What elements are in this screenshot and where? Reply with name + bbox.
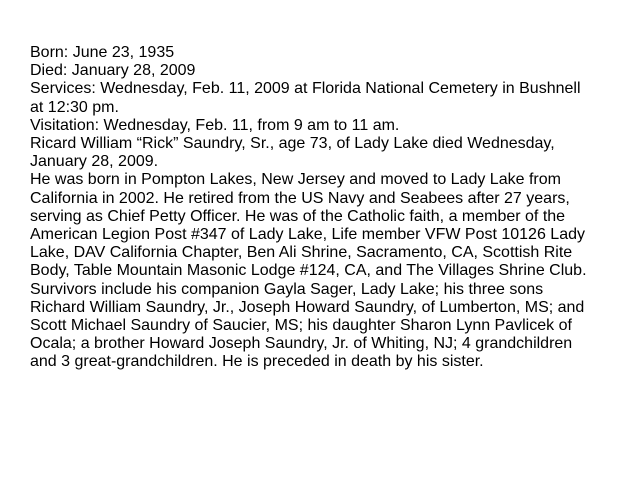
obituary-line: serving as Chief Petty Officer. He was of the Catholic faith, a member of the bbox=[30, 207, 566, 225]
obituary-line: Ricard William “Rick” Saundry, Sr., age 73, of Lady Lake died Wednesday, bbox=[30, 135, 555, 153]
obituary-line: Died: January 28, 2009 bbox=[30, 62, 196, 80]
obituary-line: Lake, DAV California Chapter, Ben Ali Shrine, Sacramento, CA, Scottish Rite bbox=[30, 244, 573, 262]
obituary-line: California in 2002. He retired from the US Navy and Seabees after 27 years, bbox=[30, 189, 570, 207]
obituary-line: Born: June 23, 1935 bbox=[30, 44, 175, 61]
obituary-line: January 28, 2009. bbox=[30, 153, 159, 171]
obituary-line: Richard William Saundry, Jr., Joseph Howard Saundry, of Lumberton, MS; and bbox=[30, 298, 585, 316]
obituary-line: Survivors include his companion Gayla Sager, Lady Lake; his three sons bbox=[30, 280, 544, 298]
obituary-line: and 3 great-grandchildren. He is preceded in death by his sister. bbox=[30, 353, 484, 371]
obituary-line: Scott Michael Saundry of Saucier, MS; his daughter Sharon Lynn Pavlicek of bbox=[30, 317, 572, 335]
obituary-line: Services: Wednesday, Feb. 11, 2009 at Florida National Cemetery in Bushnell bbox=[30, 80, 581, 98]
obituary-line: Body, Table Mountain Masonic Lodge #124, CA, and The Villages Shrine Club. bbox=[30, 262, 587, 280]
obituary-line: Ocala; a brother Howard Joseph Saundry, Jr. of Whiting, NJ; 4 grandchildren bbox=[30, 335, 573, 353]
obituary-line: Visitation: Wednesday, Feb. 11, from 9 am to 11 am. bbox=[30, 116, 400, 134]
obituary-line: American Legion Post #347 of Lady Lake, Life member VFW Post 10126 Lady bbox=[30, 226, 585, 244]
obituary-line: at 12:30 pm. bbox=[30, 98, 119, 116]
obituary-line: He was born in Pompton Lakes, New Jersey and moved to Lady Lake from bbox=[30, 171, 561, 189]
